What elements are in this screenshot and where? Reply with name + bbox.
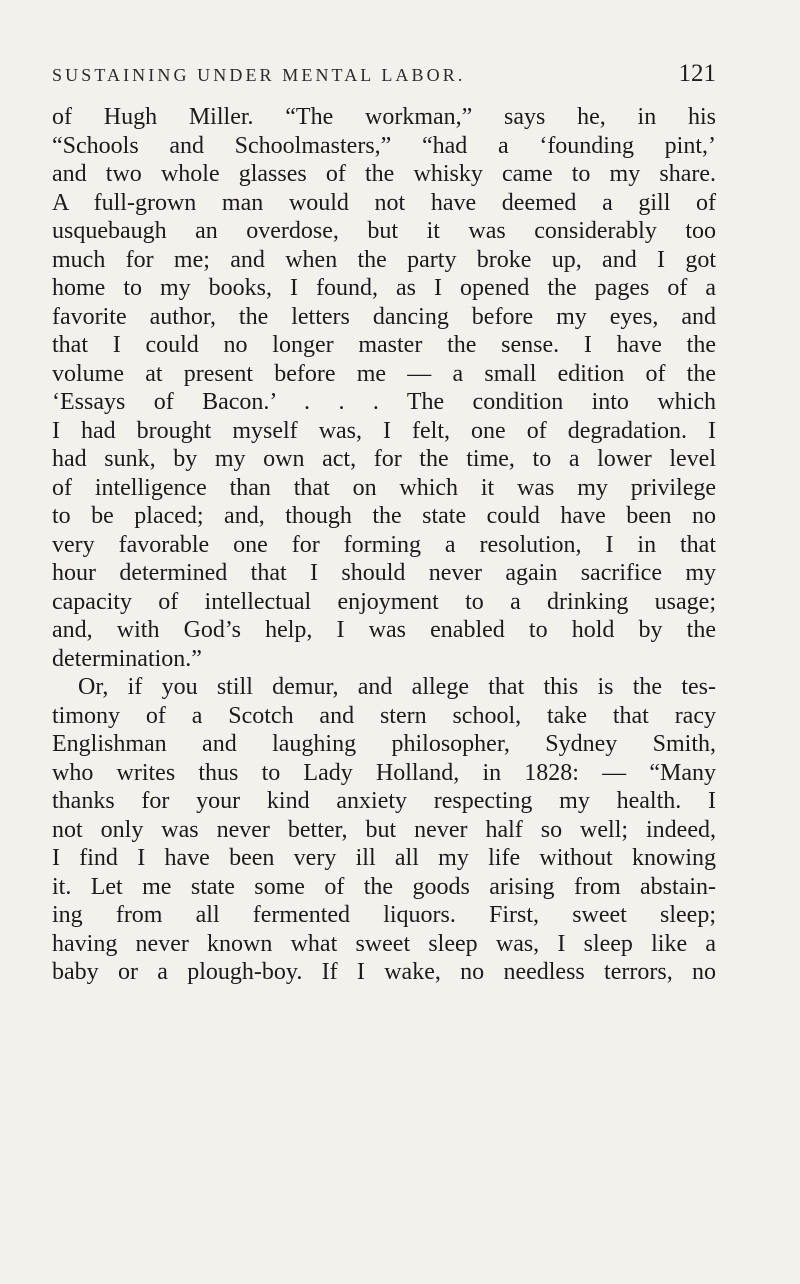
text-line: I find I have been very ill all my life without knowing	[52, 845, 716, 871]
text-line: very favorable one for forming a resolution, I in that	[52, 531, 716, 558]
paragraph-end-line: determination.”	[52, 645, 202, 672]
text-line: ‘Essays of Bacon.’ . . . The condition into which	[52, 389, 716, 415]
text-line: had sunk, by my own act, for the time, to a lower level	[52, 446, 716, 472]
text-line: baby or a plough-boy. If I wake, no needless terrors, no	[52, 959, 716, 985]
paragraph-start-line: Or, if you still demur, and allege that this is the tes-	[78, 674, 716, 700]
running-head	[52, 60, 716, 96]
running-head-title: SUSTAINING UNDER MENTAL LABOR.	[52, 65, 466, 85]
text-line: hour determined that I should never again sacrifice my	[52, 560, 716, 586]
text-line: ing from all fermented liquors. First, sweet sleep;	[52, 902, 716, 928]
text-line: that I could no longer master the sense. I have the	[52, 332, 716, 358]
text-line: Englishman and laughing philosopher, Sydney Smith,	[52, 731, 716, 757]
text-line: having never known what sweet sleep was, I sleep like a	[52, 930, 716, 957]
text-line: home to my books, I found, as I opened the pages of a	[52, 275, 716, 301]
text-line: to be placed; and, though the state could have been no	[52, 503, 716, 529]
text-line: capacity of intellectual enjoyment to a drinking usage;	[52, 588, 716, 615]
text-line: much for me; and when the party broke up, and I got	[52, 246, 716, 273]
text-line: favorite author, the letters dancing before my eyes, and	[52, 303, 716, 330]
text-line: volume at present before me — a small edition of the	[52, 360, 716, 387]
text-line: I had brought myself was, I felt, one of degradation. I	[52, 417, 716, 444]
text-line: and, with God’s help, I was enabled to hold by the	[52, 617, 716, 643]
text-line: “Schools and Schoolmasters,” “had a ‘founding pint,’	[52, 132, 716, 159]
text-line: of Hugh Miller. “The workman,” says he, in his	[52, 104, 716, 130]
text-line: and two whole glasses of the whisky came to my share.	[52, 161, 716, 187]
text-line: of intelligence than that on which it was my privilege	[52, 474, 716, 501]
page-number: 121	[678, 60, 716, 87]
text-line: usquebaugh an overdose, but it was considerably too	[52, 218, 716, 244]
text-line: thanks for your kind anxiety respecting my health. I	[52, 788, 716, 814]
text-line: timony of a Scotch and stern school, take that racy	[52, 702, 716, 729]
text-line: not only was never better, but never half so well; indeed,	[52, 816, 716, 843]
text-line: who writes thus to Lady Holland, in 1828: — “Many	[52, 759, 716, 786]
body-text	[52, 103, 716, 987]
text-line: it. Let me state some of the goods arising from abstain-	[52, 873, 716, 900]
text-line: A full-grown man would not have deemed a gill of	[52, 189, 716, 216]
